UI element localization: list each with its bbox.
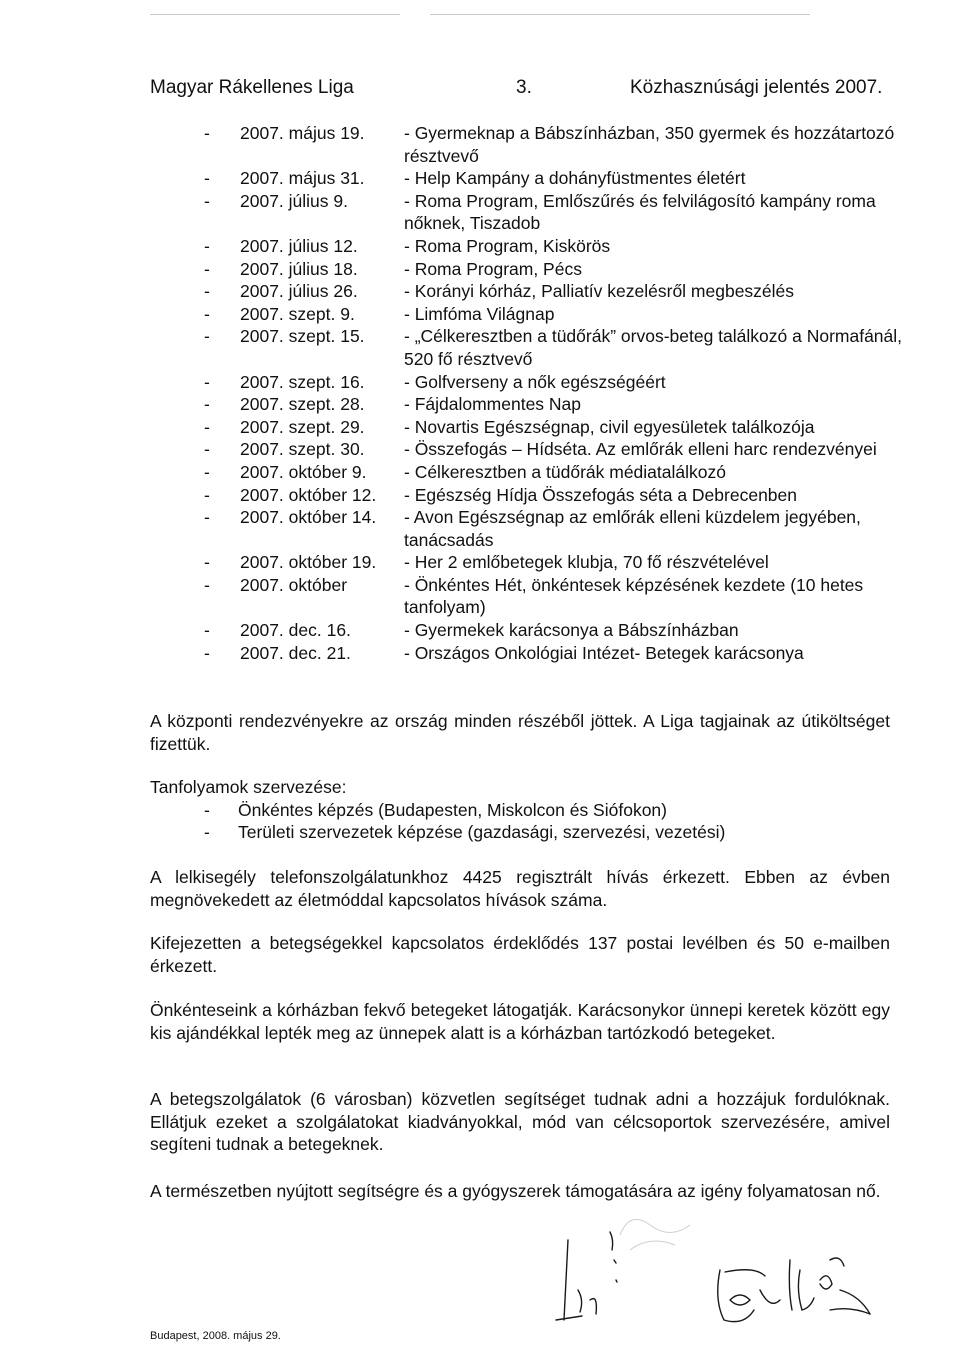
event-description: - Roma Program, Kiskörös bbox=[404, 235, 611, 256]
event-date: 2007. október bbox=[240, 574, 348, 595]
event-description: - „Célkeresztben a tüdőrák” orvos-beteg találkozó a Normafánál, 520 fő résztvevő bbox=[404, 326, 903, 369]
paragraph-text: Kifejezetten a betegségekkel kapcsolatos érdeklődés 137 postai levélben és 50 e-mailben érkezett. bbox=[150, 933, 890, 976]
event-description: - Önkéntes Hét, önkéntesek képzésének kezdete (10 hetes tanfolyam) bbox=[404, 574, 864, 618]
dash-bullet: - bbox=[204, 123, 210, 143]
dash-bullet: - bbox=[204, 799, 210, 820]
event-list bbox=[204, 122, 904, 664]
event-date: 2007. szept. 30. bbox=[240, 439, 365, 460]
event-description: - Célkeresztben a tüdőrák médiatalálkozó bbox=[404, 461, 726, 482]
event-item bbox=[204, 393, 904, 416]
event-description: - Golfverseny a nők egészségéért bbox=[404, 371, 666, 392]
trainings-item bbox=[150, 821, 890, 844]
event-item bbox=[204, 438, 904, 461]
event-description: - Roma Program, Emlőszűrés és felvilágosító kampány roma nőknek, Tiszadob bbox=[404, 190, 876, 234]
dash-bullet: - bbox=[204, 371, 210, 392]
dash-bullet: - bbox=[204, 439, 210, 460]
page-number: 3. bbox=[516, 77, 532, 98]
trainings-list bbox=[150, 799, 890, 844]
report-title: Közhasznúsági jelentés 2007. bbox=[630, 77, 883, 98]
event-date: 2007. július 9. bbox=[240, 190, 348, 211]
event-item bbox=[204, 190, 904, 235]
paragraph-text: A betegszolgálatok (6 városban) közvetlen segítséget tudnak adni a hozzájuk fordulóknak. Ellátjuk ezeket a szolgálatokat kiadványokkal, mód van célcsoportok szervezésére, amivel segíteni tudnak a betegeknek. bbox=[150, 1089, 890, 1155]
event-date: 2007. október 12. bbox=[240, 484, 377, 505]
event-description: - Összefogás – Hídséta. Az emlőrák elleni harc rendezvényei bbox=[404, 439, 877, 460]
trainings-item-label: Területi szervezetek képzése (gazdasági, szervezési, vezetési) bbox=[238, 822, 726, 843]
paragraph-demand bbox=[150, 1180, 890, 1203]
event-date: 2007. szept. 28. bbox=[240, 394, 365, 415]
dash-bullet: - bbox=[204, 394, 210, 415]
event-description: - Gyermekek karácsonya a Bábszínházban bbox=[404, 620, 739, 641]
event-item bbox=[204, 574, 904, 619]
dash-bullet: - bbox=[204, 552, 210, 573]
event-item bbox=[204, 551, 904, 574]
event-description: - Limfóma Világnap bbox=[404, 303, 555, 324]
dash-bullet: - bbox=[204, 168, 210, 189]
scan-artifact-line bbox=[150, 14, 400, 15]
event-date: 2007. július 26. bbox=[240, 281, 358, 302]
dash-bullet: - bbox=[204, 507, 210, 528]
dash-bullet: - bbox=[204, 326, 210, 347]
dash-bullet: - bbox=[204, 461, 210, 482]
paragraph-hotline bbox=[150, 866, 890, 911]
event-item bbox=[204, 506, 904, 551]
event-date: 2007. szept. 29. bbox=[240, 416, 365, 437]
event-date: 2007. október 14. bbox=[240, 507, 377, 528]
event-item bbox=[204, 325, 904, 370]
dash-bullet: - bbox=[204, 484, 210, 505]
event-item bbox=[204, 461, 904, 484]
event-date: 2007. dec. 21. bbox=[240, 642, 351, 663]
event-description: - Fájdalommentes Nap bbox=[404, 394, 582, 415]
event-description: - Novartis Egészségnap, civil egyesületek találkozója bbox=[404, 416, 815, 437]
event-description: - Egészség Hídja Összefogás séta a Debrecenben bbox=[404, 484, 797, 505]
scan-artifact-line bbox=[430, 14, 810, 15]
event-date: 2007. július 12. bbox=[240, 235, 358, 256]
paragraph-participants bbox=[150, 710, 890, 755]
event-date: 2007. szept. 16. bbox=[240, 371, 365, 392]
dash-bullet: - bbox=[204, 574, 210, 595]
dash-bullet: - bbox=[204, 620, 210, 641]
event-description: - Korányi kórház, Palliatív kezelésről megbeszélés bbox=[404, 281, 795, 302]
dash-bullet: - bbox=[204, 258, 210, 279]
dash-bullet: - bbox=[204, 822, 210, 843]
event-description: - Gyermeknap a Bábszínházban, 350 gyermek és hozzátartozó résztvevő bbox=[404, 123, 895, 166]
trainings-item bbox=[150, 799, 890, 822]
event-description: - Help Kampány a dohányfüstmentes életért bbox=[404, 168, 746, 189]
event-date: 2007. dec. 16. bbox=[240, 620, 351, 641]
paragraph-text: Önkénteseink a kórházban fekvő betegeket látogatják. Karácsonykor ünnepi keretek között egy kis ajándékkal lepték meg az ünnepek alatt is a kórházban tartózkodó betegeket. bbox=[150, 1000, 890, 1043]
event-date: 2007. szept. 9. bbox=[240, 303, 355, 324]
event-date: 2007. szept. 15. bbox=[240, 326, 365, 347]
event-item bbox=[204, 280, 904, 303]
event-description: - Országos Onkológiai Intézet- Betegek karácsonya bbox=[404, 642, 804, 663]
event-description: - Her 2 emlőbetegek klubja, 70 fő részvételével bbox=[404, 552, 769, 573]
event-date: 2007. július 18. bbox=[240, 258, 358, 279]
event-item bbox=[204, 167, 904, 190]
paragraph-text: A központi rendezvényekre az ország minden részéből jöttek. A Liga tagjainak az útiköltséget fizettük. bbox=[150, 711, 890, 754]
trainings-section bbox=[150, 776, 890, 844]
event-item bbox=[204, 642, 904, 665]
event-item bbox=[204, 122, 904, 167]
dash-bullet: - bbox=[204, 281, 210, 302]
event-item bbox=[204, 258, 904, 281]
signature-left bbox=[520, 1220, 650, 1340]
paragraph-volunteers bbox=[150, 999, 890, 1044]
event-item bbox=[204, 303, 904, 326]
footer-place-date: Budapest, 2008. május 29. bbox=[150, 1330, 281, 1342]
event-date: 2007. október 9. bbox=[240, 461, 367, 482]
paragraph-text: A lelkisegély telefonszolgálatunkhoz 4425 regisztrált hívás érkezett. Ebben az évben megnövekedett az életmóddal kapcsolatos hívások száma. bbox=[150, 867, 890, 910]
event-description: - Avon Egészségnap az emlőrák elleni küzdelem jegyében, tanácsadás bbox=[404, 507, 861, 550]
event-date: 2007. május 19. bbox=[240, 123, 365, 143]
event-item bbox=[204, 371, 904, 394]
trainings-item-label: Önkéntes képzés (Budapesten, Miskolcon és Siófokon) bbox=[238, 799, 667, 820]
dash-bullet: - bbox=[204, 303, 210, 324]
paragraph-text: A természetben nyújtott segítségre és a gyógyszerek támogatására az igény folyamatosan nő. bbox=[150, 1181, 881, 1201]
dash-bullet: - bbox=[204, 416, 210, 437]
header-org: Magyar Rákellenes Liga bbox=[150, 77, 354, 98]
dash-bullet: - bbox=[204, 190, 210, 211]
event-item bbox=[204, 416, 904, 439]
event-description: - Roma Program, Pécs bbox=[404, 258, 582, 279]
event-date: 2007. október 19. bbox=[240, 552, 377, 573]
dash-bullet: - bbox=[204, 235, 210, 256]
signature-right bbox=[680, 1230, 880, 1350]
dash-bullet: - bbox=[204, 642, 210, 663]
event-item bbox=[204, 619, 904, 642]
paragraph-letters bbox=[150, 932, 890, 977]
paragraph-services bbox=[150, 1088, 890, 1156]
event-item bbox=[204, 235, 904, 258]
event-date: 2007. május 31. bbox=[240, 168, 365, 189]
event-item bbox=[204, 484, 904, 507]
trainings-title: Tanfolyamok szervezése: bbox=[150, 777, 347, 797]
